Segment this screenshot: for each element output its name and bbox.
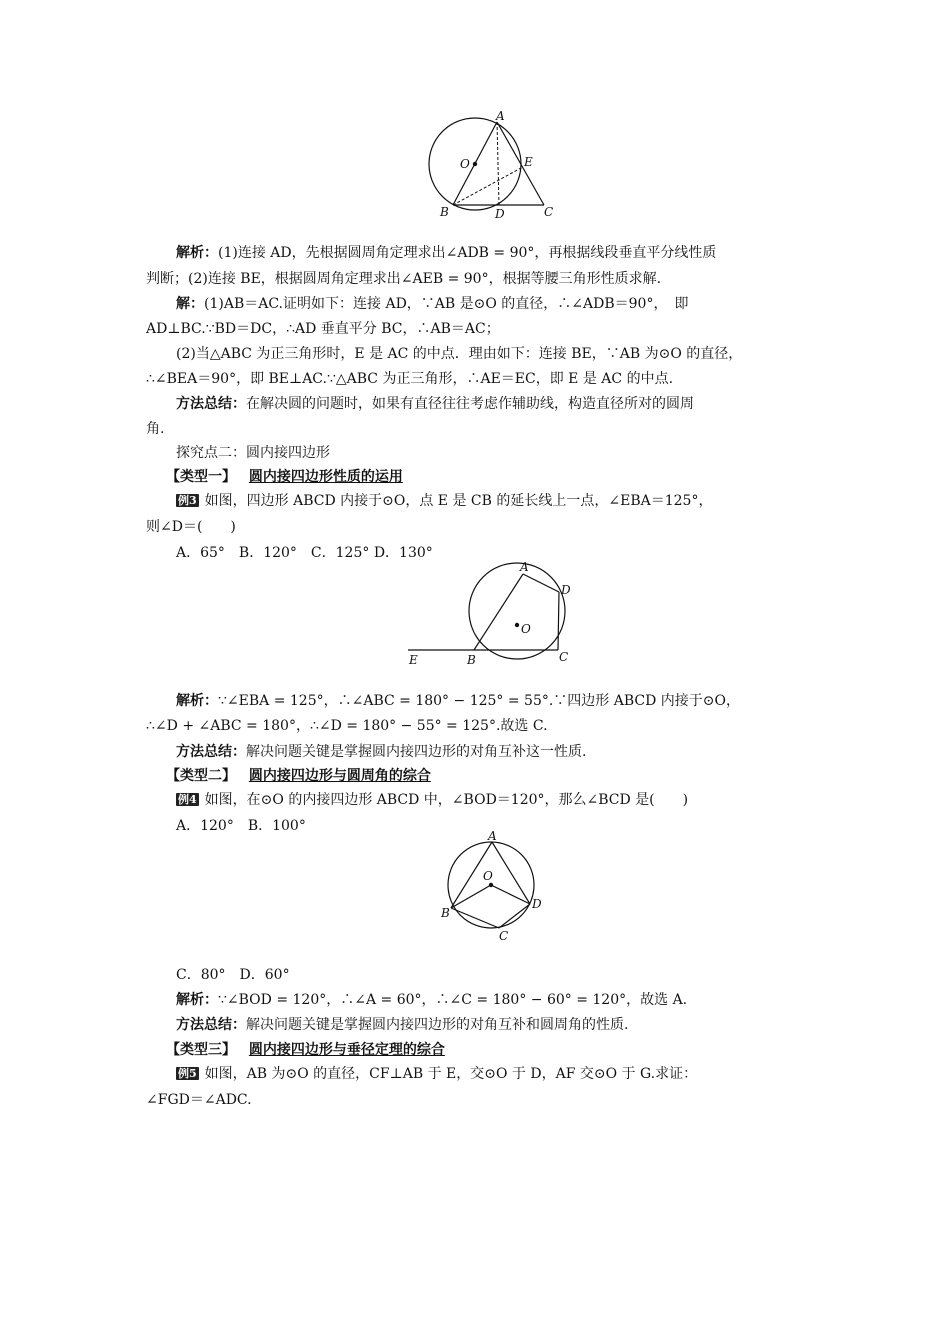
ex2-solution-line4: ∴∠BEA＝90°，即 BE⊥AC.∵△ABC 为正三角形，∴AE＝EC，即 E 是 AC 的中点. xyxy=(146,371,674,387)
summary-text: 在解决圆的问题时，如果有直径往往考虑作辅助线，构造直径所对的圆周 xyxy=(246,396,694,412)
type2-heading xyxy=(166,767,431,785)
label-c: C xyxy=(499,929,509,943)
ex3-line1 xyxy=(176,492,712,510)
label-d: D xyxy=(532,897,542,911)
label-o: O xyxy=(460,157,470,171)
type3-heading xyxy=(166,1041,445,1059)
type2-title: 圆内接四边形与圆周角的综合 xyxy=(248,768,431,784)
type1-title: 圆内接四边形性质的运用 xyxy=(248,469,403,485)
segment-ac xyxy=(497,122,544,205)
segment-cd xyxy=(499,904,530,928)
label-b: B xyxy=(467,653,476,667)
example-tag: 例5 xyxy=(178,1067,197,1080)
figure-inscribed-quadrilateral xyxy=(436,829,556,947)
ex2-analysis-line2: 判断；(2)连接 BE，根据圆周角定理求出∠AEB = 90°，根据等腰三角形性质求解. xyxy=(146,271,662,287)
analysis-label: 解析： xyxy=(176,693,218,709)
summary-label: 方法总结： xyxy=(176,1017,246,1033)
label-e: E xyxy=(524,155,533,169)
analysis-text: ∵∠EBA = 125°，∴∠ABC = 180° − 125° = 55°.∵四边形 ABCD 内接于⊙O， xyxy=(218,693,741,709)
type1-bracket: 【类型一】 xyxy=(166,469,236,485)
ex4-options1: A．120° B．100° xyxy=(176,818,306,834)
analysis-text: ∵∠BOD = 120°，∴∠A = 60°，∴∠C = 180° − 60° = 120°，故选 A. xyxy=(218,992,688,1008)
ex3-text: 如图，四边形 ABCD 内接于⊙O，点 E 是 CB 的延长线上一点，∠EBA＝125°， xyxy=(204,493,713,509)
circle-o xyxy=(469,563,565,659)
analysis-label: 解析： xyxy=(176,992,218,1008)
segment-ob xyxy=(451,885,491,908)
label-e: E xyxy=(409,653,418,667)
ex4-options2: C．80° D．60° xyxy=(176,967,290,983)
section2-title: 探究点二：圆内接四边形 xyxy=(176,445,330,461)
type2-bracket: 【类型二】 xyxy=(166,768,236,784)
solution-text: (1)AB＝AC.证明如下：连接 AD，∵AB 是⊙O 的直径，∴∠ADB＝90°， 即 xyxy=(204,296,689,312)
ex3-line2: 则∠D＝( ) xyxy=(146,519,236,535)
label-b: B xyxy=(440,205,449,219)
ex2-summary-line2: 角. xyxy=(146,421,165,437)
center-dot xyxy=(489,883,493,887)
ex3-options: A．65° B．120° C．125° D．130° xyxy=(176,545,433,561)
label-a: A xyxy=(488,829,497,843)
label-a: A xyxy=(520,560,529,574)
analysis-label: 解析： xyxy=(176,245,218,261)
ex2-solution-line2: AD⊥BC.∵BD＝DC，∴AD 垂直平分 BC，∴AB＝AC； xyxy=(146,321,500,337)
type3-title: 圆内接四边形与垂径定理的综合 xyxy=(248,1042,445,1058)
example-tag: 例4 xyxy=(178,793,197,806)
ex5-line2: ∠FGD＝∠ADC. xyxy=(146,1092,252,1108)
ex5-text: 如图，AB 为⊙O 的直径，CF⊥AB 于 E，交⊙O 于 D，AF 交⊙O 于 G.求证： xyxy=(204,1066,698,1082)
summary-label: 方法总结： xyxy=(176,396,246,412)
ex4-summary xyxy=(176,1016,628,1034)
ex4-text: 如图，在⊙O 的内接四边形 ABCD 中，∠BOD＝120°，那么∠BCD 是( ) xyxy=(204,792,689,808)
figure-circle-triangle xyxy=(420,108,570,223)
label-b: B xyxy=(441,906,450,920)
ex5-line1 xyxy=(176,1065,697,1083)
analysis-text: (1)连接 AD，先根据圆周角定理求出∠ADB = 90°，再根据线段垂直平分线性质 xyxy=(218,245,717,261)
summary-label: 方法总结： xyxy=(176,744,246,760)
label-a: A xyxy=(496,109,505,123)
ex2-solution-line3: (2)当△ABC 为正三角形时，E 是 AC 的中点．理由如下：连接 BE，∵AB 为⊙O 的直径， xyxy=(176,346,743,362)
label-c: C xyxy=(559,650,569,664)
ex2-analysis-line1 xyxy=(176,244,716,262)
label-o: O xyxy=(483,869,493,883)
center-dot xyxy=(473,162,477,166)
segment-dc xyxy=(558,592,559,650)
ex4-line1 xyxy=(176,791,688,809)
segment-ab xyxy=(474,574,523,650)
center-dot xyxy=(515,623,519,627)
type1-heading xyxy=(166,468,403,486)
ex3-analysis-line2: ∴∠D + ∠ABC = 180°，∴∠D = 180° − 55° = 125°.故选 C. xyxy=(146,718,548,734)
ex3-analysis-line1 xyxy=(176,692,740,710)
segment-ad xyxy=(523,574,559,592)
label-d: D xyxy=(561,583,571,597)
summary-text: 解决问题关键是掌握圆内接四边形的对角互补和圆周角的性质. xyxy=(246,1017,629,1033)
type3-bracket: 【类型三】 xyxy=(166,1042,236,1058)
label-c: C xyxy=(544,205,554,219)
ex2-summary-line1 xyxy=(176,395,694,413)
figure-cyclic-quadrilateral xyxy=(400,558,590,670)
ex2-solution-line1 xyxy=(176,295,688,313)
ex3-summary xyxy=(176,743,586,761)
example-tag: 例3 xyxy=(178,494,197,507)
solution-label: 解： xyxy=(176,296,204,312)
label-o: O xyxy=(521,622,531,636)
label-d: D xyxy=(495,207,505,221)
summary-text: 解决问题关键是掌握圆内接四边形的对角互补这一性质. xyxy=(246,744,587,760)
ex4-analysis xyxy=(176,991,687,1009)
segment-ad-dashed xyxy=(497,122,499,205)
